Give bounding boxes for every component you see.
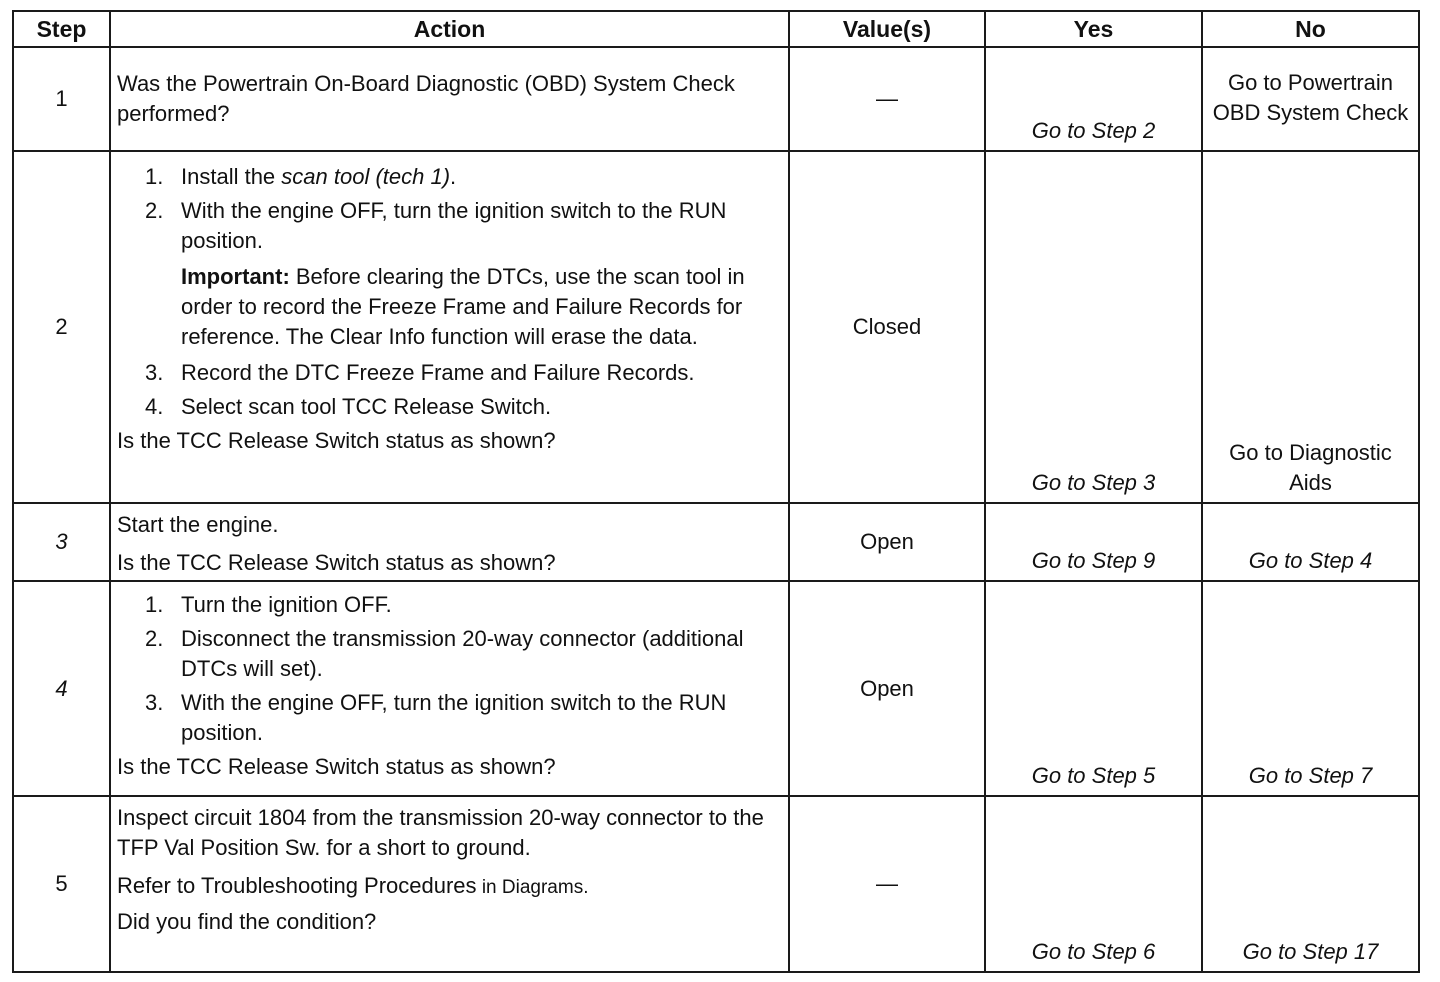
value-cell: Closed bbox=[789, 151, 985, 503]
yes-cell: Go to Step 5 bbox=[985, 581, 1202, 796]
value-cell: — bbox=[789, 796, 985, 972]
question-text: Is the TCC Release Switch status as shown? bbox=[117, 754, 556, 779]
yes-cell: Go to Step 6 bbox=[985, 796, 1202, 972]
action-cell bbox=[110, 503, 789, 581]
action-text: Start the engine. bbox=[117, 512, 279, 537]
step-number: 4 bbox=[13, 581, 110, 796]
table-row bbox=[13, 796, 1419, 972]
action-list bbox=[117, 358, 782, 422]
header-step: Step bbox=[13, 11, 110, 47]
diagnostic-table bbox=[12, 10, 1420, 973]
list-text: Select scan tool TCC Release Switch. bbox=[181, 394, 552, 419]
list-text-end: . bbox=[450, 164, 457, 189]
action-text: Was the Powertrain On-Board Diagnostic (OBD) System Check performed? bbox=[117, 71, 735, 126]
step-number: 5 bbox=[13, 796, 110, 972]
header-row bbox=[13, 11, 1419, 47]
list-text: With the engine OFF, turn the ignition switch to the RUN position. bbox=[181, 690, 727, 745]
list-number: 1. bbox=[145, 592, 164, 617]
list-text: With the engine OFF, turn the ignition switch to the RUN position. bbox=[181, 198, 727, 253]
action-text: Inspect circuit 1804 from the transmission 20-way connector to the TFP Val Position Sw. for a short to ground. bbox=[117, 805, 764, 860]
table-row bbox=[13, 151, 1419, 503]
list-text: Record the DTC Freeze Frame and Failure Records. bbox=[181, 360, 695, 385]
table-row bbox=[13, 581, 1419, 796]
list-number: 2. bbox=[145, 626, 164, 651]
list-item bbox=[137, 590, 782, 620]
table-row bbox=[13, 503, 1419, 581]
action-cell bbox=[110, 47, 789, 151]
no-cell: Go to Diagnostic Aids bbox=[1202, 151, 1419, 503]
list-number: 2. bbox=[145, 198, 164, 223]
refer-link-text: Refer to Troubleshooting Procedures bbox=[117, 873, 477, 898]
header-yes: Yes bbox=[985, 11, 1202, 47]
important-text: Before clearing the DTCs, use the scan tool in order to record the Freeze Frame and Failure Records for reference. The Clear Info function will erase the data. bbox=[181, 264, 745, 349]
step-number: 3 bbox=[13, 503, 110, 581]
important-note bbox=[117, 262, 782, 352]
header-no: No bbox=[1202, 11, 1419, 47]
list-text: Turn the ignition OFF. bbox=[181, 592, 392, 617]
yes-cell: Go to Step 9 bbox=[985, 503, 1202, 581]
refer-text bbox=[117, 871, 782, 903]
value-cell: Open bbox=[789, 581, 985, 796]
important-label: Important: bbox=[181, 264, 290, 289]
list-item bbox=[137, 392, 782, 422]
table-row bbox=[13, 47, 1419, 151]
list-text: Install the bbox=[181, 164, 282, 189]
list-text-italic: scan tool (tech 1) bbox=[281, 164, 451, 189]
action-cell bbox=[110, 151, 789, 503]
step-number: 1 bbox=[13, 47, 110, 151]
action-cell bbox=[110, 796, 789, 972]
yes-cell: Go to Step 3 bbox=[985, 151, 1202, 503]
list-item bbox=[137, 688, 782, 748]
list-item bbox=[137, 624, 782, 684]
header-action: Action bbox=[110, 11, 789, 47]
no-cell: Go to Powertrain OBD System Check bbox=[1202, 47, 1419, 151]
yes-cell: Go to Step 2 bbox=[985, 47, 1202, 151]
action-list bbox=[117, 162, 782, 256]
list-number: 3. bbox=[145, 690, 164, 715]
no-cell: Go to Step 4 bbox=[1202, 503, 1419, 581]
value-cell: — bbox=[789, 47, 985, 151]
question-text: Is the TCC Release Switch status as shown? bbox=[117, 428, 556, 453]
value-cell: Open bbox=[789, 503, 985, 581]
step-number: 2 bbox=[13, 151, 110, 503]
list-number: 4. bbox=[145, 394, 164, 419]
list-text: Disconnect the transmission 20-way connector (additional DTCs will set). bbox=[181, 626, 744, 681]
header-values: Value(s) bbox=[789, 11, 985, 47]
question-text: Did you find the condition? bbox=[117, 909, 377, 934]
list-number: 1. bbox=[145, 164, 164, 189]
action-list bbox=[117, 590, 782, 748]
no-cell: Go to Step 7 bbox=[1202, 581, 1419, 796]
list-item bbox=[137, 162, 782, 192]
no-cell: Go to Step 17 bbox=[1202, 796, 1419, 972]
list-number: 3. bbox=[145, 360, 164, 385]
action-cell bbox=[110, 581, 789, 796]
question-text: Is the TCC Release Switch status as shown? bbox=[117, 550, 556, 575]
list-item bbox=[137, 196, 782, 256]
list-item bbox=[137, 358, 782, 388]
refer-suffix: in Diagrams. bbox=[476, 877, 589, 898]
